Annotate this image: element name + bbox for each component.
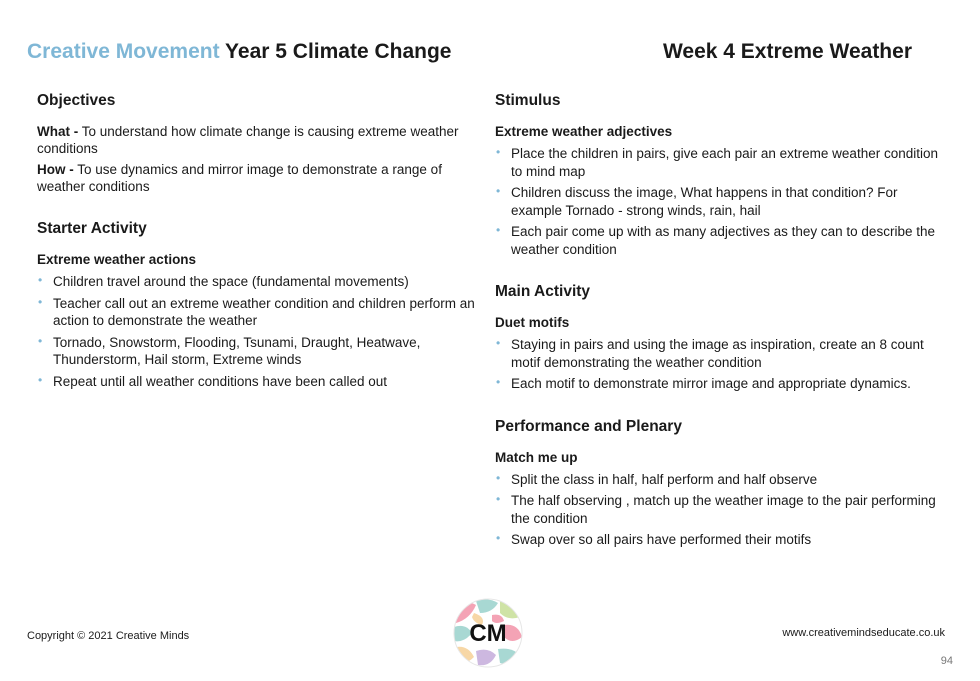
list-item	[495, 531, 945, 549]
stimulus-section	[495, 92, 945, 258]
objectives-section	[37, 92, 482, 195]
starter-section	[37, 220, 482, 390]
bullet-icon: •	[496, 492, 501, 506]
list-item	[495, 336, 945, 371]
objective-how	[37, 161, 482, 195]
starter-list	[37, 273, 482, 390]
main-activity-list	[495, 336, 945, 393]
page-number: 94	[940, 655, 953, 667]
left-column	[37, 92, 482, 415]
list-item	[495, 375, 945, 393]
copyright-text: Copyright © 2021 Creative Minds	[27, 630, 190, 642]
bullet-icon: •	[496, 145, 501, 159]
how-label: How -	[37, 162, 74, 177]
right-column	[495, 92, 945, 574]
list-item-text: Swap over so all pairs have performed their motifs	[511, 532, 812, 547]
list-item-text: Children discuss the image, What happens in that condition? For example Tornado - strong winds, rain, hail	[511, 185, 898, 218]
list-item-text: Each pair come up with as many adjectives as they can to describe the weather condition	[511, 224, 935, 257]
list-item	[37, 373, 482, 391]
brand-name: Creative Movement	[27, 40, 220, 63]
bullet-icon: •	[496, 223, 501, 237]
bullet-icon: •	[496, 470, 501, 485]
bullet-icon: •	[38, 273, 43, 287]
objective-what	[37, 123, 482, 157]
list-item-text: Split the class in half, half perform and half observe	[511, 471, 818, 487]
stimulus-subheading: Extreme weather adjectives	[495, 124, 673, 139]
list-item-text: The half observing , match up the weather image to the pair performing the condition	[511, 493, 936, 526]
list-item-text: Staying in pairs and using the image as inspiration, create an 8 count motif demonstrating the weather condition	[511, 337, 924, 370]
objectives-heading: Objectives	[37, 92, 116, 109]
list-item	[37, 273, 482, 291]
main-activity-heading: Main Activity	[495, 283, 591, 300]
lesson-title: Year 5 Climate Change	[225, 40, 452, 63]
page-header	[27, 40, 912, 70]
website-url: www.creativemindseducate.co.uk	[782, 627, 945, 639]
header-title-line	[27, 40, 451, 64]
performance-section	[495, 418, 945, 549]
list-item-text: Children travel around the space (fundamental movements)	[53, 274, 409, 289]
list-item	[495, 492, 945, 527]
main-activity-section	[495, 283, 945, 393]
list-item	[495, 184, 945, 219]
starter-heading: Starter Activity	[37, 220, 147, 237]
bullet-icon: •	[496, 531, 501, 545]
list-item-text: Place the children in pairs, give each pair an extreme weather condition to mind map	[511, 146, 938, 179]
creative-minds-logo	[452, 597, 524, 669]
week-title: Week 4 Extreme Weather	[662, 40, 912, 63]
bullet-icon: •	[38, 294, 43, 309]
list-item	[37, 295, 482, 330]
list-item	[495, 145, 945, 180]
main-activity-subheading: Duet motifs	[495, 315, 570, 330]
bullet-icon: •	[38, 372, 43, 387]
starter-subheading: Extreme weather actions	[37, 252, 197, 267]
how-text: To use dynamics and mirror image to demonstrate a range of weather conditions	[37, 162, 442, 194]
list-item-text: Each motif to demonstrate mirror image and appropriate dynamics.	[511, 376, 911, 391]
list-item	[495, 471, 945, 489]
performance-list	[495, 471, 945, 549]
bullet-icon: •	[496, 375, 501, 389]
list-item	[495, 223, 945, 258]
list-item-text: Repeat until all weather conditions have been called out	[53, 373, 387, 389]
logo-text: CM	[469, 620, 507, 647]
stimulus-list	[495, 145, 945, 258]
performance-heading: Performance and Plenary	[495, 417, 682, 435]
bullet-icon: •	[496, 184, 501, 198]
what-label: What -	[37, 124, 79, 139]
bullet-icon: •	[496, 336, 501, 350]
stimulus-heading: Stimulus	[495, 92, 561, 109]
bullet-icon: •	[38, 333, 43, 348]
list-item	[37, 334, 482, 369]
list-item-text: Teacher call out an extreme weather condition and children perform an action to demonstrate the weather	[53, 295, 475, 328]
what-text: To understand how climate change is causing extreme weather conditions	[37, 124, 459, 156]
performance-subheading: Match me up	[495, 449, 578, 465]
list-item-text: Tornado, Snowstorm, Flooding, Tsunami, Draught, Heatwave, Thunderstorm, Hail storm, Extreme winds	[53, 334, 421, 367]
